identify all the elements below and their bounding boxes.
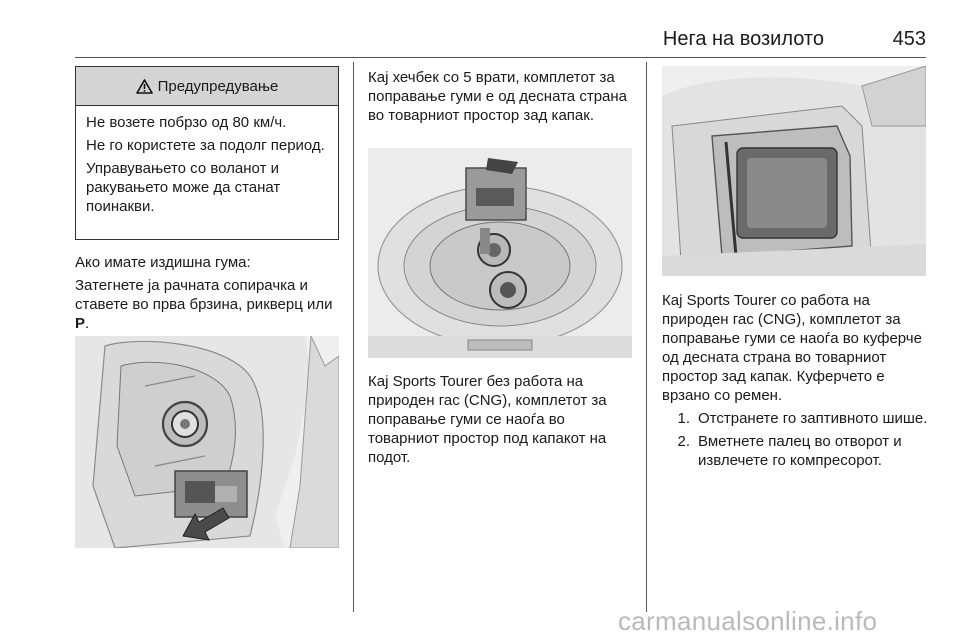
gear-p: P: [75, 315, 86, 332]
illustration-drawing: [662, 66, 926, 276]
page-number: 453: [892, 28, 926, 50]
illustration-trunk-side-case: [662, 66, 926, 276]
warning-header: [76, 67, 338, 106]
warning-triangle-icon: [136, 79, 153, 94]
steps-list: [662, 409, 928, 470]
header-rule: [75, 57, 926, 58]
step-text: Вметнете палец во отворот и извлечете го компресорот.: [698, 433, 902, 469]
step-number: 2.: [677, 433, 690, 450]
illustration-drawing: [75, 336, 339, 548]
sports-tourer-no-cng-paragraph: Кај Sports Tourer без работа на природен гас (CNG), комплетот за поправање гуми се наоѓа во товарниот простор под капакот на подот.: [368, 373, 607, 466]
list-item: [662, 409, 928, 428]
flat-tyre-heading: Ако имате издишна гума:: [75, 254, 251, 271]
illustration-drawing: [368, 148, 632, 358]
instruction-paragraph: [75, 276, 343, 333]
warning-paragraph: Не го користете за подолг период.: [86, 137, 325, 154]
warning-paragraph: Не возете побрзо од 80 км/ч.: [86, 114, 287, 131]
illustration-trunk-side-compartment: [75, 336, 339, 548]
sports-tourer-cng-paragraph: Кај Sports Tourer со работа на природен гас (CNG), комплетот за поправање гуми се наоѓа во куферче од десната страна во товарниот простор зад капак. Куферчето е врзано со ремен.: [662, 292, 922, 404]
watermark[interactable]: carmanualsonline.info: [618, 606, 878, 636]
header-title: Нега на возилото: [662, 28, 824, 50]
warning-paragraph: Управувањето со воланот и ракувањето може да станат поинакви.: [86, 160, 281, 215]
col2-text-top: [368, 68, 634, 129]
instruction-period: .: [85, 315, 90, 332]
step-number: 1.: [677, 410, 690, 427]
hatchback-paragraph: Кај хечбек со 5 врати, комплетот за поправање гуми е од десната страна во товарниот простор зад капак.: [368, 69, 627, 124]
warning-body: [76, 106, 338, 216]
warning-title: Предупредување: [157, 77, 279, 95]
instruction-text: Затегнете ја рачната сопирачка и ставете во прва брзина, рикверц или: [75, 277, 333, 313]
warning-box: [75, 66, 339, 240]
list-item: [662, 432, 928, 470]
col1-text: [75, 253, 343, 337]
illustration-trunk-floor: [368, 148, 632, 358]
col3-text: [662, 291, 928, 474]
column-divider: [353, 62, 354, 612]
column-divider: [646, 62, 647, 612]
col2-text-bottom: [368, 372, 634, 471]
step-text: Отстранете го заптивното шише.: [698, 410, 928, 427]
